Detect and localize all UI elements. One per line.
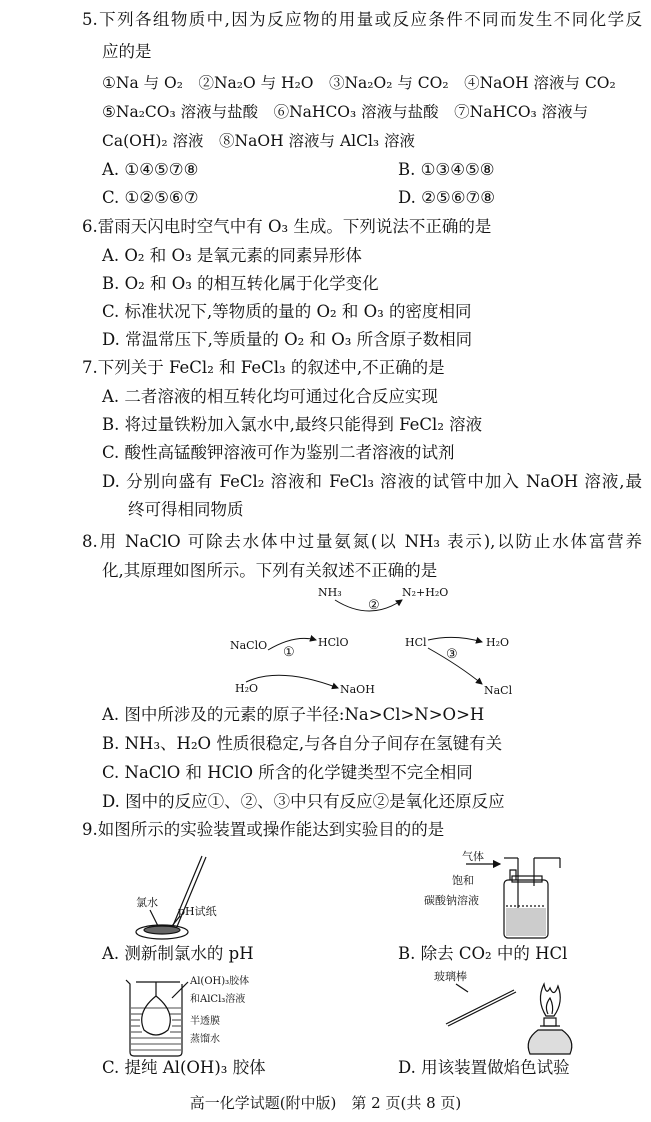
q5-stem-line2: 应的是	[102, 42, 152, 61]
q6-option-c: C. 标准状况下,等物质的量的 O₂ 和 O₃ 的密度相同	[102, 302, 472, 321]
label-n2-h2o: N₂+H₂O	[402, 586, 449, 599]
label-saturated: 饱和	[452, 874, 474, 887]
label-and-alcl3-solution: 和AlCl₃溶液	[190, 994, 246, 1005]
q9-option-c: C. 提纯 Al(OH)₃ 胶体	[102, 1058, 266, 1077]
label-h2o-right: H₂O	[486, 636, 510, 649]
q7-option-d-line2: 终可得相同物质	[128, 500, 244, 519]
q5-list-line2: ⑤Na₂CO₃ 溶液与盐酸 ⑥NaHCO₃ 溶液与盐酸 ⑦NaHCO₃ 溶液与	[102, 103, 589, 121]
q5-option-c: C. ①②⑤⑥⑦	[102, 188, 199, 207]
q8-option-c: C. NaClO 和 HClO 所含的化学键类型不完全相同	[102, 763, 473, 782]
q7-option-d-line1: D. 分别向盛有 FeCl₂ 溶液和 FeCl₃ 溶液的试管中加入 NaOH 溶液,最	[102, 472, 642, 491]
label-ph-paper: pH试纸	[178, 905, 217, 918]
q7-option-a: A. 二者溶液的相互转化均可通过化合反应实现	[102, 387, 438, 406]
label-aloh3-colloid: Al(OH)₃胶体	[190, 976, 250, 987]
label-hclo: HClO	[318, 636, 349, 649]
label-naoh: NaOH	[340, 683, 375, 696]
label-reaction-3: ③	[446, 647, 458, 662]
q9-figure-c-dialysis	[122, 972, 302, 1058]
q7-option-b: B. 将过量铁粉加入氯水中,最终只能得到 FeCl₂ 溶液	[102, 415, 483, 434]
label-naclo: NaClO	[230, 639, 268, 652]
q9-option-b: B. 除去 CO₂ 中的 HCl	[398, 944, 568, 963]
label-nh3: NH₃	[318, 586, 342, 599]
q5-list-line3: Ca(OH)₂ 溶液 ⑧NaOH 溶液与 AlCl₃ 溶液	[102, 132, 416, 150]
label-h2o-left: H₂O	[235, 682, 259, 695]
label-nacl: NaCl	[484, 684, 513, 697]
q9-option-d: D. 用该装置做焰色试验	[398, 1058, 570, 1077]
label-distilled-water: 蒸馏水	[190, 1034, 220, 1045]
arrow-h2o-naoh	[246, 675, 338, 688]
q8-reaction-diagram	[220, 584, 520, 700]
q8-option-b: B. NH₃、H₂O 性质很稳定,与各自分子间存在氢键有关	[102, 734, 503, 753]
q6-stem: 6.雷雨天闪电时空气中有 O₃ 生成。下列说法不正确的是	[82, 217, 492, 236]
q5-option-b: B. ①③④⑤⑧	[398, 160, 495, 179]
q9-stem: 9.如图所示的实验装置或操作能达到实验目的的是	[82, 820, 445, 839]
q9-figure-d-flame-test	[420, 968, 590, 1058]
q8-option-a: A. 图中所涉及的元素的原子半径:Na>Cl>N>O>H	[102, 705, 485, 724]
q8-option-d: D. 图中的反应①、②、③中只有反应②是氧化还原反应	[102, 792, 505, 811]
q5-stem-line1: 5.下列各组物质中,因为反应物的用量或反应条件不同而发生不同化学反	[82, 10, 642, 29]
label-hcl: HCl	[405, 636, 427, 649]
q6-option-b: B. O₂ 和 O₃ 的相互转化属于化学变化	[102, 274, 379, 293]
arrow-hcl-h2o	[428, 637, 482, 642]
q7-option-c: C. 酸性高锰酸钾溶液可作为鉴别二者溶液的试剂	[102, 443, 455, 462]
q8-stem-line2: 化,其原理如图所示。下列有关叙述不正确的是	[102, 561, 438, 580]
label-sodium-carbonate-solution: 碳酸钠溶液	[424, 894, 479, 907]
q6-option-d: D. 常温常压下,等质量的 O₂ 和 O₃ 所含原子数相同	[102, 330, 473, 349]
q5-option-a: A. ①④⑤⑦⑧	[102, 160, 199, 179]
label-glass-rod: 玻璃棒	[434, 970, 467, 983]
q8-stem-line1: 8.用 NaClO 可除去水体中过量氨氮(以 NH₃ 表示),以防止水体富营养	[82, 532, 642, 551]
q9-figure-a-ph-test	[128, 852, 268, 944]
label-chlorine-water: 氯水	[136, 896, 158, 909]
label-reaction-1: ①	[283, 645, 295, 660]
label-reaction-2: ②	[368, 598, 380, 613]
label-gas: 气体	[462, 850, 484, 863]
q5-list-line1: ①Na 与 O₂ ②Na₂O 与 H₂O ③Na₂O₂ 与 CO₂ ④NaOH 溶液与 CO₂	[102, 74, 616, 92]
q5-option-d: D. ②⑤⑥⑦⑧	[398, 188, 496, 207]
q6-option-a: A. O₂ 和 O₃ 是氧元素的同素异形体	[102, 246, 362, 265]
label-semipermeable-membrane: 半透膜	[190, 1016, 220, 1027]
q9-option-a: A. 测新制氯水的 pH	[102, 944, 254, 963]
page-footer: 高一化学试题(附中版) 第 2 页(共 8 页)	[189, 1094, 462, 1112]
q9-figure-b-gas-washing-bottle	[420, 846, 580, 944]
q7-stem: 7.下列关于 FeCl₂ 和 FeCl₃ 的叙述中,不正确的是	[82, 358, 445, 377]
